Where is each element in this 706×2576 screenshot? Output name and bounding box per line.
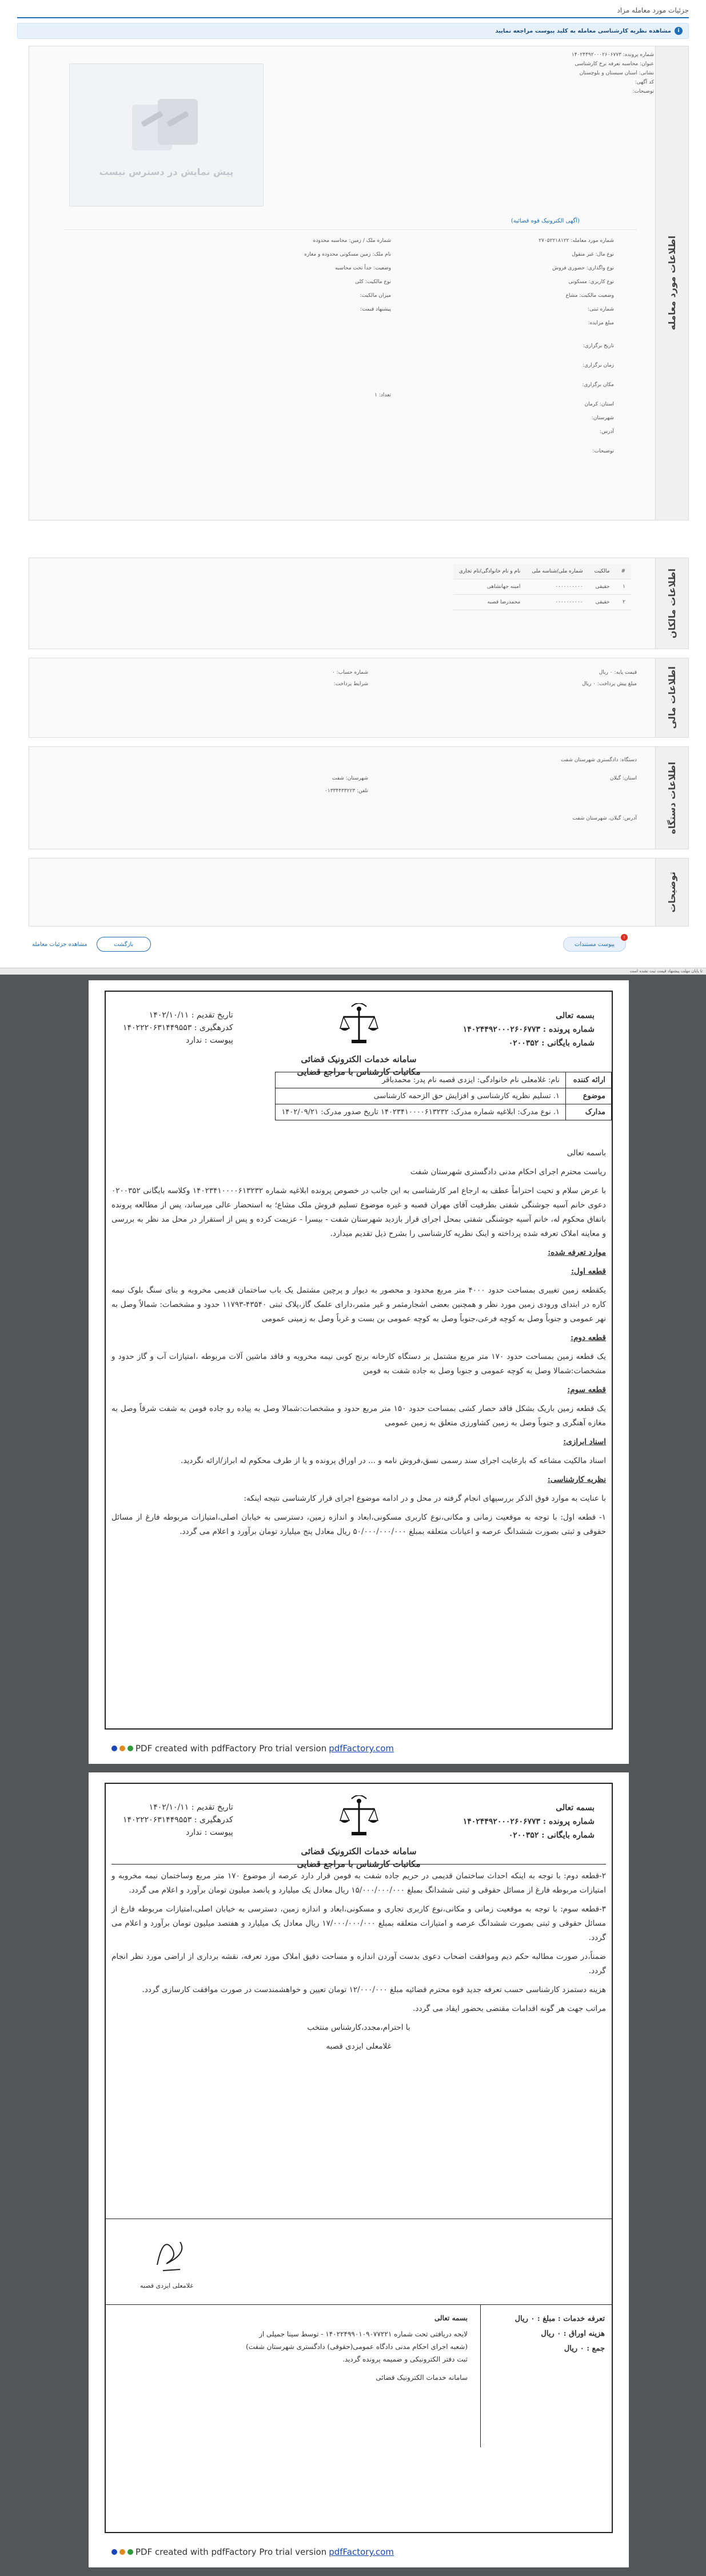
pdf-footer — [111, 2547, 394, 2557]
main-field: توضیحات: — [632, 89, 654, 94]
office-field: شهرستان: شفت — [332, 776, 368, 781]
table-cell: امینه جهانشاهی — [453, 579, 526, 595]
image-placeholder — [69, 63, 264, 206]
tracking-code: کدرهگیری : ۱۴۰۲۲۲۰۶۳۱۴۴۹۵۵۳ — [123, 1815, 233, 1824]
alert-text: مشاهده نظریه کارشناسی معامله به کلید پیوست مراجعه نمایید — [495, 27, 671, 34]
deal-details-panel — [0, 0, 706, 968]
meta-label: موضوع — [566, 1088, 612, 1104]
paragraph: یکقطعه زمین تغییری بمساحت حدود ۴۰۰۰ متر مربع محدود و محصور به دیوار و پرچین مشتمل یک باب ساختمان قدیمی مخروبه و بنای سنگ بلوک نیمه کاره در ابتدای ورودی زمین مورد نظر و همچنین بعضی اشجارمثمر و غیر مثمر،دارای علمک گاز،پلاک ثبتی ۴۳۵۴۰-۱۱۷۹۳ حدود و مشخصات: شمالاً وصل به نهر عمومی و جنوباً وصل به کوچه فرعی،جنوباً وصل به کوچه عمومی بن بست و غرباً وصل به زمینی عمومی — [111, 1286, 607, 1323]
paragraph: یک قطعه زمین بمساحت حدود ۱۷۰ متر مربع مشتمل بر دستگاه کارخانه برنج کوبی نیمه مخروبه و فاقد ماشین آلات مربوطه ،امتیازات آب و گاز حدود و مشخصات:شمالا وصل به کوچه عمومی و جنوبا وصل به جاده شفت به فومن — [111, 1352, 606, 1376]
column-header: شماره ملی/شناسه ملی — [526, 564, 588, 579]
attachment-button-label: پیوست مستندات — [574, 941, 615, 948]
receipt-text: لایحه دریافتی تحت شماره ۱۴۰۲۲۴۹۹۰۱۰۹۰۷۷۲۲۱ - توسط سینا جمیلی از (شعبه اجرای احکام مدنی دادگاه عمومی(حقوقی) دادگستری شهرستان شفت) ثبت دفتر الکترونیکی و ضمیمه پرونده گردید. — [246, 2330, 468, 2363]
salutation: باسمه تعالی — [567, 1148, 606, 1158]
meta-table — [275, 1072, 612, 1120]
attachment-status: پیوست : ندارد — [186, 1828, 233, 1837]
section-tab-main — [655, 46, 688, 520]
page-border — [105, 1783, 613, 2533]
divider — [63, 229, 637, 230]
fee-summary — [480, 2305, 612, 2447]
detail-field: تاریخ برگزاری: — [583, 343, 614, 349]
section-label: اطلاعات مالی — [667, 666, 677, 729]
column-header: نام و نام خانوادگی/نام تجاری — [453, 564, 526, 579]
section-label: توضیحات — [667, 872, 677, 913]
table-cell: محمدرضا قصبه — [453, 595, 526, 610]
recipient: ریاست محترم اجرای احکام مدنی دادگستری شهرستان شفت — [410, 1167, 606, 1176]
dot-icon — [127, 2549, 133, 2555]
dot-icon — [111, 2549, 117, 2555]
paragraph: با عنایت به موارد فوق الذکر بررسیهای انجام گرفته در محل و در ادامه موضوع اجرای قرار کارشناسی نتیجه اینکه: — [244, 1494, 606, 1503]
pdf-info-strip — [0, 968, 706, 975]
fee-line: تعرفه خدمات : مبلغ : ۰ ریال — [514, 2315, 605, 2323]
finance-field: شرایط پرداخت: — [333, 681, 368, 687]
heading: اسناد ابرازی: — [563, 1437, 606, 1446]
detail-field: شماره ملک / زمین: محاسبه محدوده — [313, 238, 391, 244]
info-icon: i — [675, 27, 683, 35]
meta-value: ۱. نوع مدرک: ابلاغیه شماره مدرک: ۱۴۰۲۳۴۱۰۰۰۰۶۱۳۲۳۲ تاریخ صدور مدرک: ۱۴۰۲/۰۹/۲۱ — [276, 1104, 566, 1120]
pdf-page-1 — [89, 980, 629, 1764]
receipt-title: بسمه تعالی — [434, 2314, 468, 2322]
dot-icon — [111, 1746, 117, 1751]
column-header: مالکیت — [589, 564, 616, 579]
fee-line: هزینه اوراق : ۰ ریال — [541, 2329, 605, 2338]
table-row — [276, 1104, 612, 1120]
page-header-right — [463, 1009, 595, 1050]
finance-field: شماره حساب: ۰ — [332, 670, 368, 675]
table-header-row — [453, 564, 631, 579]
table-cell: ۲ — [615, 595, 631, 610]
header-underline — [17, 17, 689, 18]
detail-fields-left — [220, 238, 391, 406]
section-label: اطلاعات دستگاه — [667, 761, 677, 834]
bismillah: بسمه تعالی — [556, 1011, 595, 1020]
dot-icon — [119, 1746, 125, 1751]
detail-field: وضعیت مالکیت: مشاع — [565, 293, 614, 299]
receipt-signature: سامانه خدمات الکترونیک قضائی — [376, 2374, 468, 2382]
section-office — [29, 746, 689, 849]
finance-field: قیمت پایه: ۰ ریال — [599, 670, 637, 675]
office-field: تلفن: ۰۱۳۳۴۴۳۳۲۲۳ — [325, 788, 368, 794]
table-cell: ۱ — [615, 579, 631, 595]
case-number: شماره پرونده : ۱۴۰۲۴۴۹۲۰۰۰۲۶۰۶۷۷۳ — [462, 1025, 595, 1034]
detail-field: شهرستان: — [591, 415, 614, 421]
system-title: سامانه خدمات الکترونیک قضائی — [301, 1846, 417, 1857]
fee-box — [106, 2304, 612, 2447]
pdf-page-2 — [89, 1772, 629, 2567]
section-tab-finance — [655, 658, 688, 737]
table-row — [276, 1088, 612, 1104]
pdf-footer-link[interactable]: pdfFactory.com — [329, 1743, 394, 1754]
page-header-left — [123, 1009, 233, 1047]
archive-number: شماره بایگانی : ۰۲۰۰۳۵۲ — [508, 1039, 595, 1048]
scales-of-justice-icon — [339, 1003, 379, 1049]
detail-field: شماره مورد معامله: ۲۷۰۵۲۲۱۸۱۲۲ — [539, 238, 614, 244]
main-field: نشانی: استان سیستان و بلوچستان — [579, 70, 654, 76]
meta-label: مدارک — [566, 1104, 612, 1120]
paragraph: ۲-قطعه دوم: با توجه به اینکه احداث ساختمان قدیمی در حریم جاده شفت به فومن قرار دارد عرصه از موضوع ۱۷۰ متر مربع وساختمان نیمه مخروبه و امتیازات مربوطه فارغ از مسائل حقوقی و ثبتی ششدانگ بمبلغ ۱۵/۰۰۰/۰۰۰/۰۰۰ ریال معادل یک میلیارد و پانصد میلیون تومان برآورد و اعلام می گردد. — [111, 1871, 606, 1895]
detail-field: استان: کرمان — [584, 401, 614, 407]
signature-box — [106, 2219, 612, 2304]
signature-caption: غلامعلی ایزدی قصبه — [140, 2282, 194, 2289]
table-row — [453, 595, 631, 610]
heading: قطعه سوم: — [567, 1385, 606, 1394]
detail-field: توضیحات: — [592, 448, 614, 454]
table-cell: ۰۰۰۰۰۰۰۰۰۰ — [526, 595, 588, 610]
pdf-footer — [111, 1743, 394, 1754]
page-header — [17, 5, 689, 16]
detail-field: شماره ثبتی: — [588, 307, 614, 312]
section-tab-desc — [655, 858, 688, 926]
info-alert — [17, 23, 689, 39]
table-cell: حقیقی — [589, 595, 616, 610]
attachment-status: پیوست : ندارد — [186, 1036, 233, 1045]
paragraph: ۱- قطعه اول: با توجه به موقعیت زمانی و مکانی،نوع کاربری مسکونی،ابعاد و اندازه زمین، دسترسی به خیابان اصلی،امتیازات مربوطه فارغ از مسائل حقوقی و ثبتی بصورت ششدانگ عرصه و اعیانات متعلقه بمبلغ ۵۰/۰۰۰/۰۰۰/۰۰۰ ریال معادل پنج میلیارد تومان برآورد و اعلام می گردد. — [111, 1513, 606, 1536]
pdf-footer-text: PDF created with pdfFactory Pro trial version — [135, 2547, 327, 2557]
bismillah: بسمه تعالی — [556, 1803, 595, 1812]
dot-icon — [127, 1746, 133, 1751]
section-description — [29, 858, 689, 927]
image-caption: پیش نمایش در دسترس نیست — [99, 166, 234, 177]
detail-field: نوع مالکیت: کلی — [355, 279, 391, 285]
footer-actions — [29, 937, 151, 952]
page-title: جزئیات مورد معامله مزاد — [617, 6, 689, 14]
section-label: اطلاعات مورد معامله — [667, 236, 677, 331]
pdf-viewer[interactable] — [0, 975, 706, 2576]
gavel-icon — [126, 93, 206, 156]
heading: نظریه کارشناسی: — [547, 1475, 606, 1484]
detail-field: زمان برگزاری: — [582, 363, 614, 368]
section-finance — [29, 658, 689, 738]
dot-icon — [119, 2549, 125, 2555]
detail-field: نوع واگذاری: حضوری فروش — [552, 265, 614, 271]
section-tab-owners — [655, 558, 688, 649]
page-border — [105, 991, 613, 1730]
table-cell: حقیقی — [589, 579, 616, 595]
signature-icon — [146, 2231, 197, 2276]
page-header-center — [265, 1003, 453, 1077]
paragraph: مراتب جهت هر گونه اقدامات مقتضی بحضور ایفاد می گردد. — [413, 2004, 606, 2013]
pdf-footer-link[interactable]: pdfFactory.com — [329, 2547, 394, 2557]
tracking-code: کدرهگیری : ۱۴۰۲۲۲۰۶۳۱۴۴۹۵۵۳ — [123, 1023, 233, 1032]
paragraph: هزینه دستمزد کارشناسی حسب تعرفه جدید قوه محترم قضائیه مبلغ ۱۲/۰۰۰/۰۰۰ تومان تعیین و خواهشمندست در صورت موافقت کارسازی گردد. — [142, 1985, 606, 1994]
meta-label: ارائه کننده — [566, 1072, 612, 1088]
submission-date: تاریخ تقدیم : ۱۴۰۲/۱۰/۱۱ — [149, 1803, 233, 1812]
detail-field: میزان مالکیت: — [360, 293, 391, 299]
heading: قطعه دوم: — [571, 1333, 606, 1342]
table-row — [276, 1072, 612, 1088]
main-field: شماره پرونده: ۱۴۰۲۴۴۹۲۰۰۰۲۶۰۶۷۷۳ — [571, 52, 654, 58]
detail-field: آدرس: — [600, 429, 614, 435]
paragraph: یک قطعه زمین باریک بشکل فاقد حصار کشی بمساحت حدود ۱۵۰ متر مربع حدود و مشخصات:شمالا وصل به پیاده رو جاده فومن به شفت شرقاً وصل به مغازه آهنگری و جنوباً وصل به زمین کشاورزی متعلق به زمین عمومی — [111, 1404, 606, 1428]
detail-field: نام ملک: زمین مسکونی محدوده و مغازه — [304, 252, 391, 257]
paragraph: ضمناً،در صورت مطالبه حکم دیم وموافقت اصحاب دعوی بدست آوردن اندازه و مساحت دقیق املاک مورد تعرفه، نقشه برداری از اراضی مورد نظر انجام گردد. — [111, 1952, 606, 1975]
table-row — [453, 579, 631, 595]
meta-value: نام: غلامعلی نام خانوادگی: ایزدی قصبه نام پدر: محمدباقر — [276, 1072, 566, 1088]
main-field: عنوان: محاسبه تعرفه نرخ کارشناسی — [575, 61, 654, 67]
archive-number: شماره بایگانی : ۰۲۰۰۳۵۲ — [508, 1831, 595, 1840]
detail-field: مکان برگزاری: — [582, 382, 614, 388]
owners-table — [453, 564, 631, 610]
letter-body — [111, 1146, 606, 1544]
detail-field: نوع مال: غیر منقول — [572, 252, 614, 257]
page-header-right — [463, 1801, 595, 1842]
page-header-left — [123, 1801, 233, 1839]
back-button[interactable]: بازگشت — [97, 937, 151, 952]
pdf-footer-text: PDF created with pdfFactory Pro trial version — [135, 1743, 327, 1754]
meta-value: ۱. تسلیم نظریه کارشناسی و افزایش حق الزحمه کارشناسی — [276, 1088, 566, 1104]
signer-name: غلامعلی ایزدی قصبه — [326, 2042, 392, 2051]
detail-field: وضعیت: جداً تحت محاسبه — [335, 265, 391, 271]
paragraph: ۳-قطعه سوم: با توجه به موقعیت زمانی و مکانی،نوع کاربری تجاری و مسکونی،ابعاد و اندازه زمین، دسترسی به خیابان اصلی،امتیازات مربوطه فارغ از مسائل حقوقی و ثبتی بصورت ششدانگ عرصه و امتیازات متعلقه بمبلغ ۱۷/۰۰۰/۰۰۰/۰۰۰ ریال معادل یک میلیارد و هفتصد میلیون تومان برآورد و اعلام می گردد. — [111, 1905, 606, 1942]
detail-field: مبلغ مزایده: — [588, 320, 614, 326]
finance-field: مبلغ پیش پرداخت: ۰ ریال — [582, 681, 637, 687]
closing: با احترام،مجدد،کارشناس منتخب — [307, 2023, 410, 2032]
table-cell: ۰۰۰۰۰۰۰۰۰۰ — [526, 579, 588, 595]
section-label: اطلاعات مالکان — [667, 568, 677, 639]
scales-of-justice-icon — [339, 1795, 379, 1841]
view-details-link[interactable]: مشاهده جزئیات معامله — [32, 941, 87, 948]
submission-date: تاریخ تقدیم : ۱۴۰۲/۱۰/۱۱ — [149, 1011, 233, 1020]
office-field: استان: گیلان — [610, 776, 637, 781]
pdf-strip-text: تا پایان مهلت پیشنهاد قیمت ثبت نشده است — [629, 969, 703, 973]
case-number: شماره پرونده : ۱۴۰۲۴۴۹۲۰۰۰۲۶۰۶۷۷۳ — [462, 1817, 595, 1826]
page-header-center — [265, 1795, 453, 1869]
column-header: # — [615, 564, 631, 579]
office-field: آدرس: گیلان، شهرستان شفت — [572, 816, 637, 821]
section-main-info — [29, 46, 689, 520]
detail-field: پیشنهاد قیمت: — [360, 307, 391, 312]
system-subtitle: مکاتبات کارشناس با مراجع قضایی — [297, 1067, 421, 1077]
heading: قطعه اول: — [571, 1267, 606, 1276]
section-owners — [29, 558, 689, 649]
fee-line: جمع : ۰ ریال — [564, 2344, 605, 2353]
office-field: دستگاه: دادگستری شهرستان شفت — [560, 757, 637, 763]
detail-field: نوع کاربری: مسکونی — [568, 279, 614, 285]
receipt-box — [237, 2305, 474, 2447]
ad-link[interactable]: (آگهی الکترونیک قوه قضائیه) — [510, 218, 580, 224]
detail-field: تعداد: ۱ — [374, 392, 391, 398]
letter-body — [111, 1864, 606, 2058]
system-title: سامانه خدمات الکترونیک قضائی — [301, 1054, 417, 1064]
paragraph: با عرض سلام و تحیت احتراماً عطف به ارجاع امر کارشناسی به این جانب در خصوص پرونده ابلاغیه شماره ۱۴۰۲۳۴۱۰۰۰۰۶۱۳۲۳۲ وکلاسه بایگانی ۰۲۰۰۳۵۲ دعوی خانم آسیه جوشنگی شفتی بطرفیت آقای مهران قصبه و غیره موضوع تسلیم فروش ملک مشاع؛ به استحضار عالی میرساند، پس از مطالعه پرونده باتفاق محکوم له، خانم آسیه جوشنگی شفتی بمحل اجرای قرار بازدید شهرستان شفت - بیسرا - عزیمت کرده و پس از استقرار در محل مد نظر به بررسی و معاینه املاک تعرفه شده پرداخته و اینک نظریه کارشناسی را بشرح ذیل تقدیم میدارد. — [111, 1186, 606, 1238]
system-subtitle: مکاتبات کارشناس با مراجع قضایی — [297, 1859, 421, 1869]
attachment-button[interactable] — [563, 937, 626, 952]
paragraph: اسناد مالکیت مشاعه که بارعایت اجرای سند رسمی نسق،فروش نامه و ... در اوراق پرونده و یا از طرف محکوم له ابراز/ارائه نگردید. — [181, 1456, 606, 1465]
section-tab-office — [655, 747, 688, 849]
main-field: کد آگهی: — [635, 79, 654, 85]
heading: موارد تعرفه شده: — [548, 1248, 606, 1257]
notification-badge: ! — [621, 934, 628, 941]
